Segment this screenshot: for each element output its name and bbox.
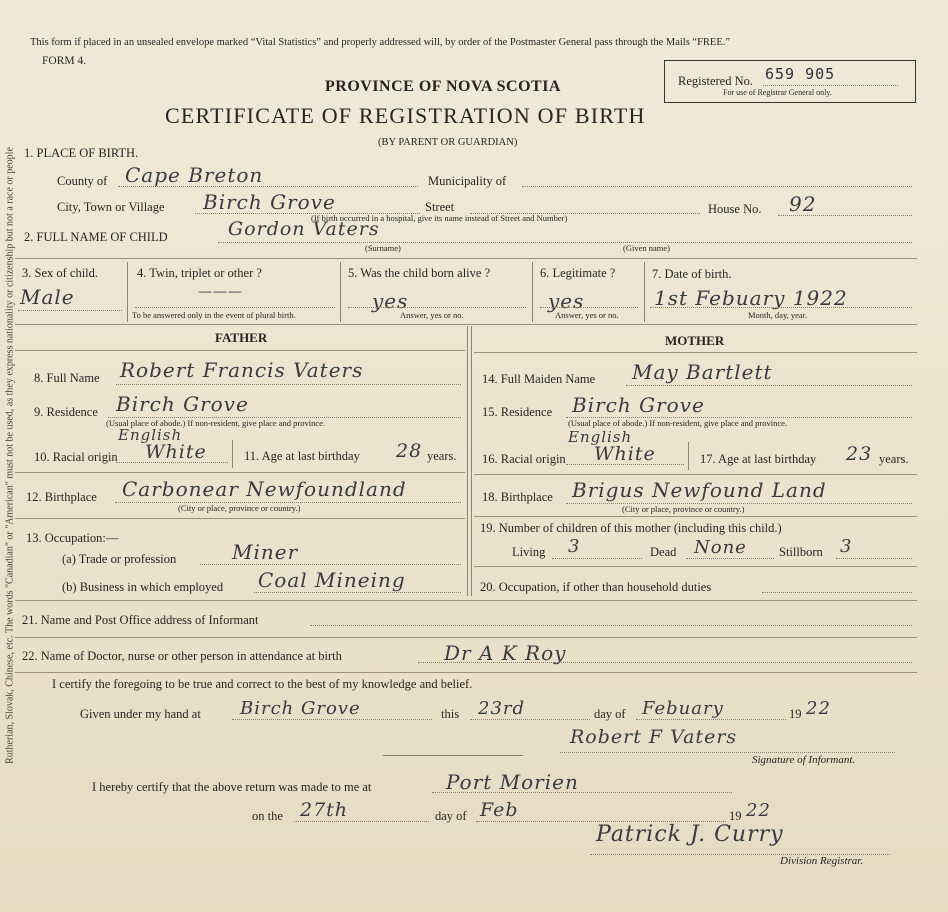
given-under-label: Given under my hand at bbox=[80, 707, 201, 721]
father-birthplace-note: (City or place, province or country.) bbox=[178, 503, 301, 513]
city-value: Birch Grove bbox=[203, 190, 336, 214]
father-residence-label: 9. Residence bbox=[34, 405, 98, 419]
mother-race-value: White bbox=[594, 443, 656, 465]
living-label: Living bbox=[512, 545, 546, 559]
father-age-value: 28 bbox=[396, 440, 423, 462]
informant-signature-label: Signature of Informant. bbox=[752, 754, 856, 766]
informant-signature: Robert F Vaters bbox=[570, 726, 738, 748]
alive-value: yes bbox=[372, 289, 409, 313]
municipality-label: Municipality of bbox=[428, 174, 507, 188]
mother-residence-label: 15. Residence bbox=[482, 405, 553, 419]
mother-age-label: 17. Age at last birthday bbox=[700, 452, 817, 466]
registrar-label: Division Registrar. bbox=[780, 855, 864, 867]
form-number: FORM 4. bbox=[42, 55, 87, 67]
trade-label: (a) Trade or profession bbox=[62, 552, 177, 566]
hospital-note: (If birth occurred in a hospital, give its name instead of Street and Number) bbox=[311, 213, 568, 223]
registrar-day-of-label: day of bbox=[435, 809, 467, 823]
sex-label: 3. Sex of child. bbox=[22, 266, 99, 280]
on-the-label: on the bbox=[252, 809, 283, 823]
alive-label: 5. Was the child born alive ? bbox=[348, 266, 491, 280]
mother-residence-value: Birch Grove bbox=[572, 393, 705, 417]
county-label: County of bbox=[57, 174, 108, 188]
mother-birthplace-value: Brigus Newfound Land bbox=[572, 478, 827, 502]
legitimate-value: yes bbox=[548, 289, 585, 313]
legitimate-note: Answer, yes or no. bbox=[555, 310, 619, 320]
father-race-value: White bbox=[145, 441, 207, 463]
registrar-month-value: Feb bbox=[480, 799, 519, 821]
house-value: 92 bbox=[789, 192, 817, 216]
sex-value: Male bbox=[20, 285, 75, 309]
doctor-label: 22. Name of Doctor, nurse or other person in attendance at birth bbox=[22, 649, 342, 663]
registrar-signature: Patrick J. Curry bbox=[596, 822, 784, 847]
given-name-note: (Given name) bbox=[623, 243, 670, 253]
mother-birthplace-note: (City or place, province or country.) bbox=[622, 504, 745, 514]
father-race-label: 10. Racial origin bbox=[34, 450, 118, 464]
father-age-label: 11. Age at last birthday bbox=[244, 449, 360, 463]
registered-number: 659 905 bbox=[765, 65, 836, 83]
province-heading: PROVINCE OF NOVA SCOTIA bbox=[325, 78, 561, 95]
given-place-value: Birch Grove bbox=[240, 698, 361, 719]
mother-birthplace-label: 18. Birthplace bbox=[482, 490, 553, 504]
mother-name-label: 14. Full Maiden Name bbox=[482, 372, 596, 386]
certificate-title: CERTIFICATE OF REGISTRATION OF BIRTH bbox=[165, 103, 646, 128]
year-prefix: 19 bbox=[789, 707, 802, 721]
twin-note: To be answered only in the event of plural birth. bbox=[132, 310, 296, 320]
this-day-value: 23rd bbox=[478, 698, 526, 719]
birth-date-label: 7. Date of birth. bbox=[652, 267, 732, 281]
place-heading: 1. PLACE OF BIRTH. bbox=[24, 146, 139, 160]
certify-statement: I certify the foregoing to be true and correct to the best of my knowledge and belief. bbox=[52, 677, 473, 691]
father-name-label: 8. Full Name bbox=[34, 371, 100, 385]
business-label: (b) Business in which employed bbox=[62, 580, 224, 594]
child-name-label: 2. FULL NAME OF CHILD bbox=[24, 230, 168, 244]
father-heading: FATHER bbox=[215, 330, 268, 345]
mother-name-value: May Bartlett bbox=[632, 360, 773, 384]
informant-address-label: 21. Name and Post Office address of Informant bbox=[22, 613, 259, 627]
doctor-value: Dr A K Roy bbox=[444, 641, 567, 665]
mail-notice: This form if placed in an unsealed envelope marked “Vital Statistics” and properly addressed will, by order of the Postmaster General pass through the Mails “FREE.” bbox=[30, 37, 731, 48]
twin-label: 4. Twin, triplet or other ? bbox=[137, 266, 262, 280]
registered-label: Registered No. bbox=[678, 74, 753, 88]
father-name-value: Robert Francis Vaters bbox=[120, 358, 364, 382]
living-value: 3 bbox=[568, 536, 581, 557]
margin-note: Rutherian, Slovak, Chinese, etc. The words "Canadian" or "American" must not be used, as they express nationality or citizenship but not a race or people bbox=[4, 147, 16, 764]
registrar-place-value: Port Morien bbox=[446, 770, 579, 794]
birth-date-value: 1st Febuary 1922 bbox=[654, 286, 848, 310]
mother-residence-note: (Usual place of abode.) If non-resident, give place and province. bbox=[568, 418, 788, 428]
street-label: Street bbox=[425, 200, 455, 214]
stillborn-value: 3 bbox=[840, 536, 853, 557]
father-birthplace-label: 12. Birthplace bbox=[26, 490, 97, 504]
mother-race-label: 16. Racial origin bbox=[482, 452, 566, 466]
business-value: Coal Mineing bbox=[258, 568, 406, 592]
registered-box bbox=[664, 60, 916, 103]
father-residence-value: Birch Grove bbox=[116, 392, 249, 416]
trade-value: Miner bbox=[232, 540, 299, 564]
dead-value: None bbox=[694, 537, 747, 558]
legitimate-label: 6. Legitimate ? bbox=[540, 266, 616, 280]
on-the-value: 27th bbox=[300, 799, 349, 821]
mother-age-value: 23 bbox=[846, 443, 873, 465]
registrar-year-prefix: 19 bbox=[729, 809, 742, 823]
registered-note: For use of Registrar General only. bbox=[723, 88, 832, 97]
registrar-year-value: 22 bbox=[746, 800, 771, 821]
day-of-value: Febuary bbox=[642, 698, 724, 719]
registrar-certify-label: I hereby certify that the above return was made to me at bbox=[92, 780, 372, 794]
year-value: 22 bbox=[806, 698, 831, 719]
father-race-over: English bbox=[118, 426, 183, 444]
mother-occupation-label: 20. Occupation, if other than household duties bbox=[480, 580, 712, 594]
father-residence-note: (Usual place of abode.) If non-resident, give place and province. bbox=[106, 418, 326, 428]
children-count-label: 19. Number of children of this mother (including this child.) bbox=[480, 521, 782, 535]
father-years-label: years. bbox=[427, 449, 457, 463]
mother-heading: MOTHER bbox=[665, 333, 725, 348]
occupation-label: 13. Occupation:— bbox=[26, 531, 119, 545]
dead-label: Dead bbox=[650, 545, 677, 559]
certificate-subtitle: (BY PARENT OR GUARDIAN) bbox=[378, 137, 518, 148]
mother-race-over: English bbox=[568, 428, 633, 446]
house-label: House No. bbox=[708, 202, 762, 216]
this-label: this bbox=[441, 707, 460, 721]
birth-date-note: Month, day, year. bbox=[748, 310, 808, 320]
mother-years-label: years. bbox=[879, 452, 909, 466]
city-label: City, Town or Village bbox=[57, 200, 165, 214]
alive-note: Answer, yes or no. bbox=[400, 310, 464, 320]
child-name-value: Gordon Vaters bbox=[228, 218, 380, 240]
stillborn-label: Stillborn bbox=[779, 545, 823, 559]
surname-note: (Surname) bbox=[365, 243, 401, 253]
father-birthplace-value: Carbonear Newfoundland bbox=[122, 477, 407, 501]
county-value: Cape Breton bbox=[125, 163, 264, 187]
twin-value: ——— bbox=[198, 284, 243, 300]
day-of-label: day of bbox=[594, 707, 626, 721]
